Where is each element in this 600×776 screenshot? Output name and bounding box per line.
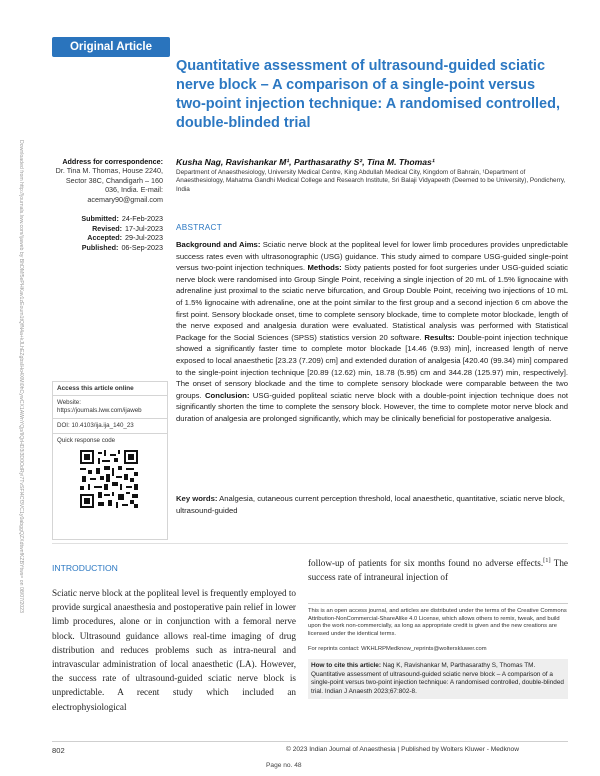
download-watermark-text: Downloaded from http://journals.lww.com/ijaweb by BhDMf5ePHKav1zEoum1tQfN4a+kJLhEZgbsIHo4XMi0hCywCX1AWnYQp/IlQrHD3i3D0OdRyi7TvSFl4Cf3VC1y0abggQZXdtwnfKZBYtws= on 08/07/2023 <box>18 140 24 613</box>
abstract-heading: ABSTRACT <box>176 223 223 232</box>
correspondence-address <box>50 157 163 204</box>
access-box <box>52 381 168 540</box>
page-no-label: Page no. 48 <box>266 762 302 769</box>
article-title: Quantitative assessment of ultrasound-guided sciatic nerve block – A comparison of a single-point versus two-point injection technique: A randomised controlled, double-blinded trial <box>176 58 560 131</box>
how-to-cite-box <box>308 659 568 699</box>
cite-text: Nag K, Ravishankar M, Parthasarathy S, Thomas TM. Quantitative assessment of ultrasound-guided sciatic nerve block – A comparison of a single-point versus two-point injection technique: A randomised controlled, double-blinded trial. Indian J Anaesth 2023;67:802-8. <box>311 662 564 695</box>
address-label: Address for correspondence: <box>62 157 163 166</box>
date-submitted: Submitted: 24-Feb-2023 <box>81 214 163 223</box>
reprints-contact: For reprints contact: WKHLRPMedknow_reprints@wolterskluwer.com <box>308 646 487 652</box>
cite-label: How to cite this article: <box>311 662 381 669</box>
open-access-notice: This is an open access journal, and articles are distributed under the terms of the Creative Commons Attribution-NonCommercial-ShareAlike 4.0 License, which allows others to remix, tweak, and build upon the work non-commercially, as long as appropriate credit is given and the new creations are licensed under the identical terms. <box>308 603 568 638</box>
abstract-body: Background and Aims: Sciatic nerve block at the popliteal level for lower limb procedures provides unpredictable success rates even with ultrasonographic (USG) guidance. This study aimed to compare USG-guided single-point versus two-point injection techniques. Methods: Sixty patients posted for foot surgeries under USG-guided sciatic nerve block were randomised into Group Single Point, receiving a single injection of 20 mL of 1.5% lignocaine with adrenaline just proximal to the sciatic nerve bifurcation, and Group Double Point, receiving two injections of 10 mL of 1.5% lignocaine with adrenaline, one at the point similar to the first group and a second injection 6 cm above the first point. Sensory blockade onset, time to complete sensory blockade, time to complete motor blockade, length of the nerve exposed and analgesia duration were evaluated. Statistical analysis was performed with Statistical Package for the Social Sciences (SPSS) statistics version 20 software. Results: Double-point injection technique showed a significantly faster time to complete motor blockade [14.46 (9.93) min], increased length of nerve exposed to local anaesthetic [23.23 (7.209) cm] and extended duration of analgesia [420.40 (99.34) min] compared to the single-point injection technique [20.89 (12.62) min, 18.78 (5.95) cm and 344.28 (125.97) min, respectively]. The onset of sensory blockade and the time to complete sensory blockade were comparable between the two groups. Conclusion: USG-guided popliteal sciatic nerve block with a double-point injection technique does not significantly shorten the time to complete the sensory block. However, the time to complete motor nerve block and duration of analgesia are prolonged significantly, which may be clinically beneficial for postoperative analgesia. <box>176 240 569 423</box>
website-link[interactable]: Website: https://journals.lww.com/ijaweb <box>53 396 167 419</box>
footer-rule <box>52 741 568 742</box>
section-divider <box>52 543 568 544</box>
author-list: Kusha Nag, Ravishankar M¹, Parthasarathy S², Tina M. Thomas¹ <box>176 157 435 167</box>
article-dates <box>50 214 163 252</box>
keywords-label: Key words: <box>176 494 218 503</box>
page-number: 802 <box>52 746 65 755</box>
address-lines: Dr. Tina M. Thomas, House 2240, Sector 38C, Chandigarh – 160 036, India. E-mail: acemary90@gmail.com <box>55 166 163 204</box>
introduction-text: Sciatic nerve block at the popliteal level is frequently employed to provide surgical anaesthesia and postoperative pain relief in lower limb procedures, alone or in conjunction with a femoral nerve block. Ultrasound guidance allows real-time imaging of drug distribution and reduces problems such as intra-neural and intravascular administration of local anaesthetic (LA). However, the success rate of ultrasound-guided sciatic nerve block is unpredictable. A recent study which included an electrophysiological <box>52 588 296 712</box>
citation-ref[interactable]: [1] <box>543 556 551 564</box>
date-revised: Revised: 17-Jul-2023 <box>92 223 163 233</box>
keywords-list: Analgesia, cutaneous current perception threshold, local anaesthetic, quantitative, sciatic nerve block, ultrasound-guided <box>176 494 565 515</box>
article-type-badge: Original Article <box>52 37 170 57</box>
access-heading: Access this article online <box>53 382 167 396</box>
keywords <box>176 493 568 516</box>
date-accepted: Accepted: 29-Jul-2023 <box>87 233 163 243</box>
download-watermark <box>14 140 28 613</box>
introduction-heading: INTRODUCTION <box>52 563 118 573</box>
qr-code-icon[interactable] <box>80 450 138 508</box>
date-published: Published: 06-Sep-2023 <box>81 242 163 252</box>
copyright-line: © 2023 Indian Journal of Anaesthesia | Published by Wolters Kluwer - Medknow <box>286 746 519 753</box>
right-column-text: follow-up of patients for six months found no adverse effects.[1] The success rate of intraneural injection of <box>308 556 569 583</box>
affiliations: Department of Anaesthesiology, University Medical Centre, King Abdullah Medical City, Kingdom of Bahrain, ¹Department of Anaesthesiology, Mahatma Gandhi Medical College and Research Institute, Sri Balaji Vidyapeeth (Deemed to be University), Pondicherry, India <box>176 169 566 193</box>
qr-label: Quick response code <box>57 437 116 444</box>
doi-link[interactable]: DOI: 10.4103/ija.ija_140_23 <box>53 419 167 434</box>
